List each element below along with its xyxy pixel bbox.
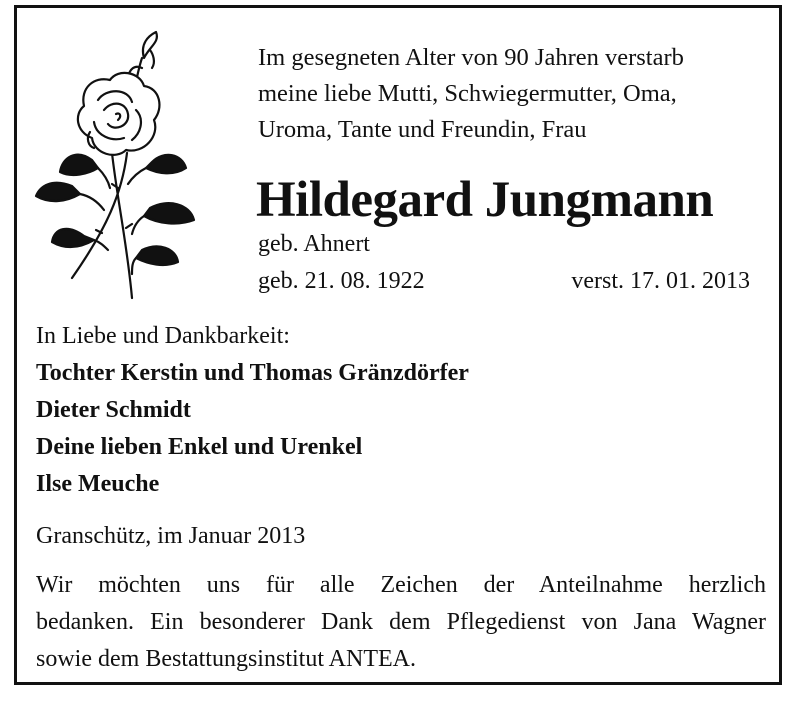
mourner-name: Dieter Schmidt (36, 397, 191, 423)
place-date: Granschütz, im Januar 2013 (36, 523, 306, 549)
intro-line: Uroma, Tante und Freundin, Frau (258, 116, 587, 143)
mourner-name: Deine lieben Enkel und Urenkel (36, 434, 363, 460)
rose-icon (32, 28, 207, 303)
mourners-lead: In Liebe und Dankbarkeit: (36, 323, 290, 349)
deceased-name: Hildegard Jungmann (256, 172, 714, 228)
birth-date: geb. 21. 08. 1922 (258, 268, 425, 294)
intro-line: Im gesegneten Alter von 90 Jahren verstarb (258, 44, 684, 71)
thanks-line: bedanken. Ein besonderer Dank dem Pflegedienst von Jana Wagner (36, 609, 766, 635)
thanks-line: Wir möchten uns für alle Zeichen der Anteilnahme herzlich (36, 572, 766, 598)
mourner-name: Tochter Kerstin und Thomas Gränzdörfer (36, 360, 469, 386)
thanks-text (36, 567, 766, 678)
mourner-name: Ilse Meuche (36, 471, 160, 497)
death-date: verst. 17. 01. 2013 (571, 268, 750, 294)
intro-line: meine liebe Mutti, Schwiegermutter, Oma, (258, 80, 677, 107)
intro-text (258, 40, 768, 148)
thanks-line: sowie dem Bestattungsinstitut ANTEA. (36, 646, 416, 672)
maiden-name: geb. Ahnert (258, 231, 370, 257)
mourners-block (36, 318, 756, 503)
